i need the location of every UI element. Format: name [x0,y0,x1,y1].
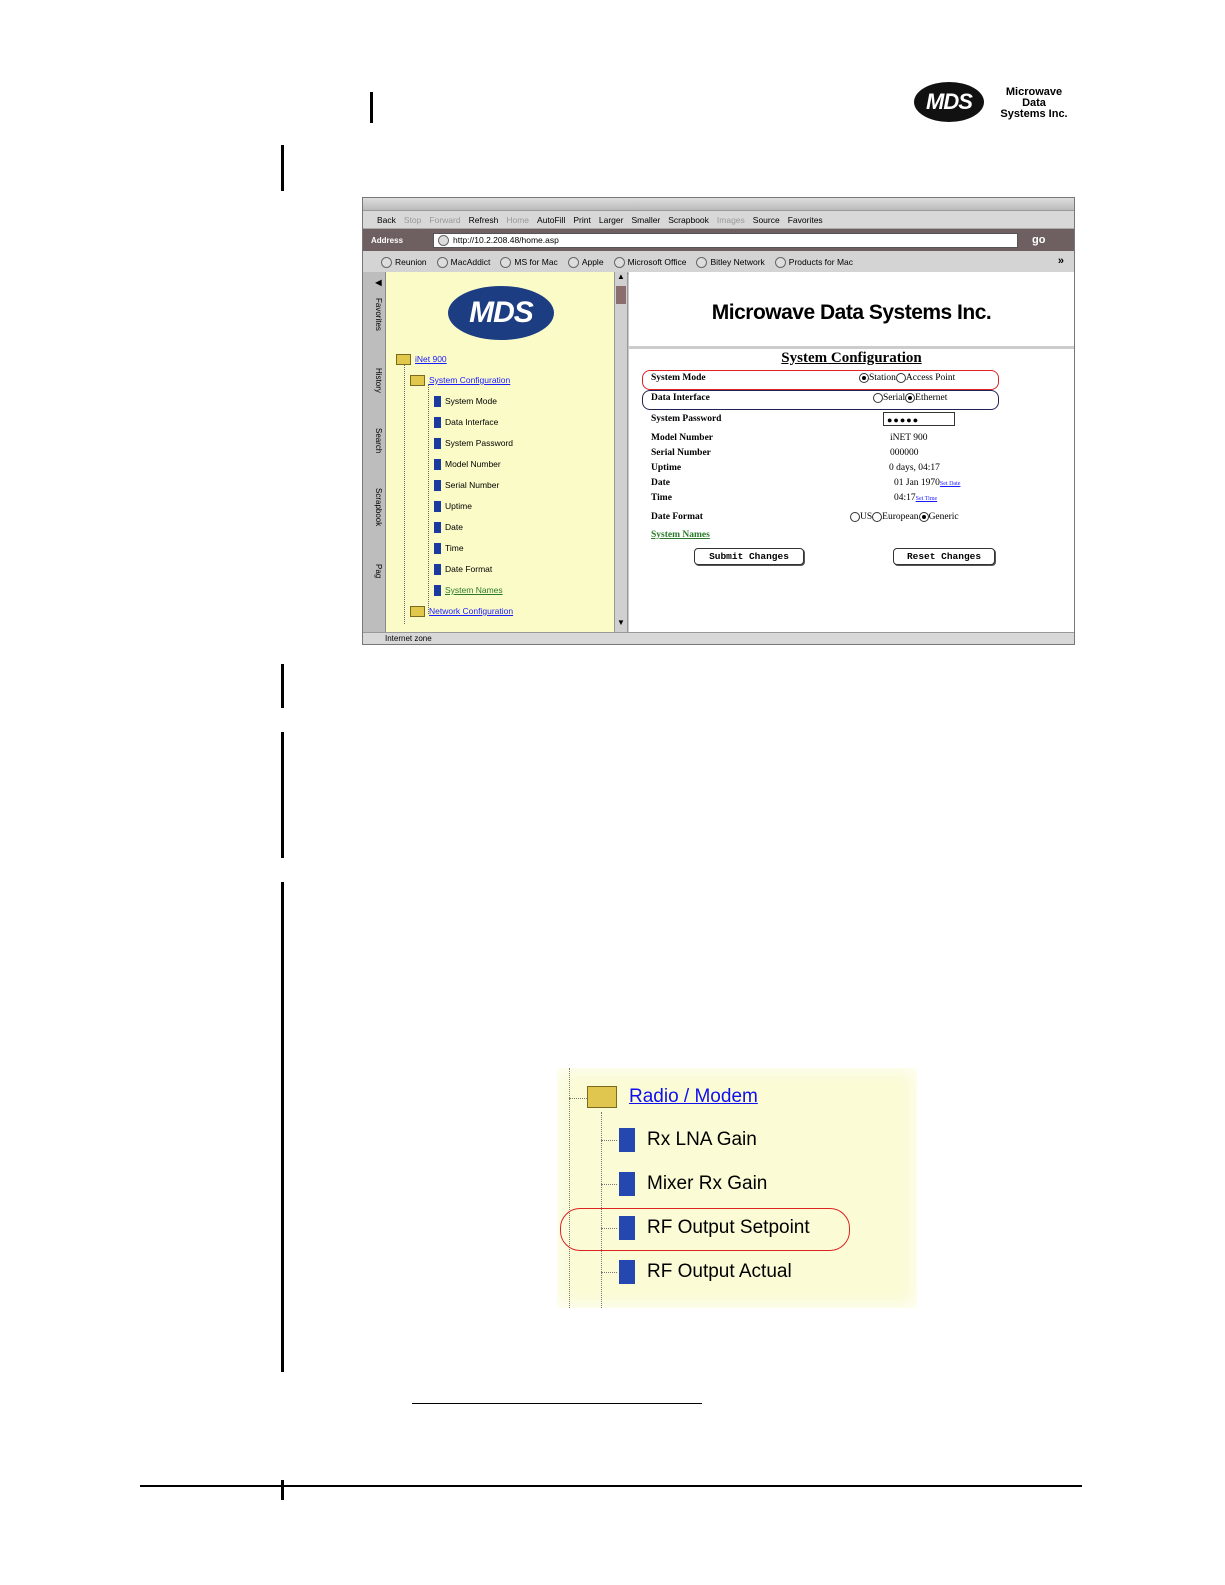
tree-root-link[interactable]: iNet 900 [415,354,447,364]
tab-history[interactable]: History [374,368,383,393]
globe-icon [775,257,786,268]
favorite-link[interactable] [775,257,853,268]
menu-item-mixer-rx-gain[interactable] [619,1172,767,1196]
data-interface-options [873,393,947,403]
favorite-label: Apple [581,257,604,267]
main-frame [629,272,1074,632]
globe-icon [568,257,579,268]
favorite-label: Reunion [395,257,427,267]
favorite-link[interactable] [696,257,764,268]
favorite-label: Microsoft Office [627,257,687,267]
radio-label: Serial [883,393,906,404]
favorite-link[interactable] [437,257,491,268]
globe-icon [500,257,511,268]
folder-icon [410,375,425,386]
set-date-link[interactable]: Set Date [939,481,961,487]
footnote-rule [412,1403,702,1404]
radio-modem-link[interactable]: Radio / Modem [629,1086,758,1107]
favorite-link[interactable] [568,257,604,268]
favorite-link[interactable] [614,257,687,268]
tree-item[interactable] [434,436,513,450]
tree-item-label: Date [445,522,463,532]
source-button[interactable]: Source [752,214,780,225]
folder-icon [410,606,425,617]
tree-item-link[interactable]: System Names [445,585,503,595]
uptime-value: 0 days, 04:17 [889,463,940,473]
document-icon [434,585,441,596]
print-button[interactable]: Print [573,214,591,225]
time-field [894,493,937,503]
tree-item[interactable] [434,541,464,555]
document-icon [434,543,441,554]
favorites-button[interactable]: Favorites [787,214,823,225]
highlight-rf-output-setpoint [560,1208,850,1251]
home-button[interactable]: Home [506,214,530,225]
scroll-up-icon[interactable]: ▲ [617,272,625,281]
radio-station[interactable] [859,373,869,383]
radio-label: Access Point [905,373,956,384]
tree-item-label: Model Number [445,459,501,469]
favorite-label: MS for Mac [514,257,558,267]
tree-group-link[interactable]: Network Configuration [429,606,514,616]
document-icon [434,438,441,449]
larger-button[interactable]: Larger [598,214,624,225]
browser-window [362,197,1075,645]
globe-icon [381,257,392,268]
status-bar [363,632,1075,645]
radio-label: US [860,512,873,523]
favorites-bar [363,251,1074,274]
change-bar [281,145,284,191]
page-title: System Configuration [781,350,922,366]
date-format-options [850,512,959,522]
tree-item[interactable] [434,499,472,513]
system-mode-label: System Mode [651,373,706,383]
radio-access-point[interactable] [896,373,906,383]
change-bar [281,732,284,858]
globe-icon [614,257,625,268]
system-mode-options [859,373,955,383]
tree-item[interactable] [434,394,497,408]
tree-item-label: System Mode [445,396,497,406]
address-value: http://10.2.208.48/home.asp [453,234,559,245]
date-value: 01 Jan 1970 [894,478,940,488]
status-text: Internet zone [385,634,432,643]
radio-serial[interactable] [873,393,883,403]
tree-item[interactable] [434,520,463,534]
tree-item-label: Uptime [445,501,472,511]
password-input[interactable]: ●●●●● [883,412,955,426]
tab-scrapbook[interactable]: Scrapbook [374,488,383,527]
document-icon [619,1172,635,1196]
go-button[interactable]: go [1032,234,1046,246]
tab-favorites[interactable]: Favorites [374,298,383,331]
tree-item[interactable] [434,478,499,492]
date-format-label: Date Format [651,512,703,522]
title-bar [363,198,1074,211]
favorite-link[interactable] [500,257,557,268]
time-label: Time [651,493,672,503]
address-input[interactable] [433,233,1018,248]
document-icon [434,417,441,428]
uptime-label: Uptime [651,463,682,473]
tree-item[interactable] [434,415,498,429]
logo-line: Data [1022,97,1046,109]
refresh-button[interactable]: Refresh [468,214,499,225]
radio-label: Generic [928,512,959,523]
date-label: Date [651,478,670,488]
tree-item-label: Data Interface [445,417,499,427]
address-bar [363,229,1074,251]
document-icon [434,564,441,575]
address-label: Address [371,235,404,245]
serial-number-value: 000000 [890,448,919,458]
favorite-label: MacAddict [450,257,491,267]
tree-item[interactable] [434,583,503,597]
radio-generic[interactable] [919,512,929,522]
nav-scrollbar[interactable] [614,272,628,632]
page-icon [438,235,449,246]
nav-frame [386,272,614,632]
collapse-arrow-icon[interactable]: ◀ [374,278,383,287]
favorite-link[interactable] [381,257,427,268]
radio-label: Ethernet [915,393,948,404]
tree-group[interactable] [410,604,513,618]
radio-european[interactable] [872,512,882,522]
tree-item-label: Time [445,543,464,553]
scroll-thumb[interactable] [616,286,626,304]
document-icon [434,480,441,491]
set-time-link[interactable]: Set Time [915,496,938,502]
change-bar [281,664,284,708]
change-bar [281,1480,284,1500]
browser-toolbar [363,211,1074,229]
tree-group[interactable] [410,373,510,387]
folder-icon [587,1086,617,1108]
date-field [894,478,960,488]
menu-item-label: RF Output Setpoint [647,1217,810,1238]
computer-icon [396,354,411,365]
tree-item-label: Date Format [445,564,493,574]
menu-item-label: Mixer Rx Gain [647,1173,768,1194]
radio-modem-folder[interactable] [587,1086,758,1108]
document-icon [434,501,441,512]
document-icon [619,1260,635,1284]
menu-item-label: RF Output Actual [647,1261,792,1282]
submit-changes-button[interactable]: Submit Changes [694,548,804,565]
radio-label: Station [869,373,896,384]
system-names-link[interactable]: System Names [651,530,710,540]
scrapbook-button[interactable]: Scrapbook [668,214,709,225]
tree-item-label: System Password [445,438,514,448]
change-bar [281,882,284,1372]
tree-item[interactable] [434,562,492,576]
logo-text [988,87,1080,120]
radio-label: European [882,512,919,523]
page-banner: Microwave Data Systems Inc. [629,272,1074,349]
autofill-button[interactable]: AutoFill [537,214,566,225]
time-value: 04:17 [894,493,916,503]
document-icon [434,459,441,470]
globe-icon [437,257,448,268]
tab-page-holder[interactable]: Pag [374,564,383,579]
forward-button[interactable]: Forward [429,214,461,225]
model-number-label: Model Number [651,433,714,443]
menu-item-rf-output-actual[interactable] [619,1260,792,1284]
explorer-side-tabs [363,272,386,632]
radio-us[interactable] [850,512,860,522]
back-button[interactable]: Back [377,214,396,225]
serial-number-label: Serial Number [651,448,711,458]
radio-modem-menu [557,1068,917,1308]
favorite-label: Bitley Network [710,257,765,267]
menu-item-label: Rx LNA Gain [647,1129,757,1150]
company-logo [914,82,1084,122]
globe-icon [696,257,707,268]
radio-ethernet[interactable] [905,393,915,403]
reset-changes-button[interactable]: Reset Changes [893,548,995,565]
footer-rule [140,1485,1082,1487]
change-bar [370,92,373,123]
document-icon [434,396,441,407]
smaller-button[interactable]: Smaller [631,214,661,225]
tab-search[interactable]: Search [374,428,383,454]
logo-mark: MDS [914,82,984,122]
document-icon [434,522,441,533]
favorite-label: Products for Mac [788,257,854,267]
data-interface-label: Data Interface [651,393,710,403]
scroll-down-icon[interactable]: ▼ [617,618,625,627]
browser-content [363,272,1074,632]
model-number-value: iNET 900 [890,433,928,443]
tree-group-link[interactable]: System Configuration [429,375,511,385]
tree-root[interactable] [396,352,447,366]
images-button[interactable]: Images [716,214,745,225]
document-icon [619,1128,635,1152]
tree-item[interactable] [434,457,501,471]
menu-item-rx-lna-gain[interactable] [619,1128,757,1152]
tree-item-label: Serial Number [445,480,500,490]
logo-line: Systems Inc. [1000,108,1068,120]
mds-logo: MDS [448,286,554,340]
logo-line: Microwave [1005,86,1063,98]
system-password-label: System Password [651,414,722,424]
chevron-right-icon[interactable]: » [1057,255,1064,267]
stop-button[interactable]: Stop [403,214,422,225]
